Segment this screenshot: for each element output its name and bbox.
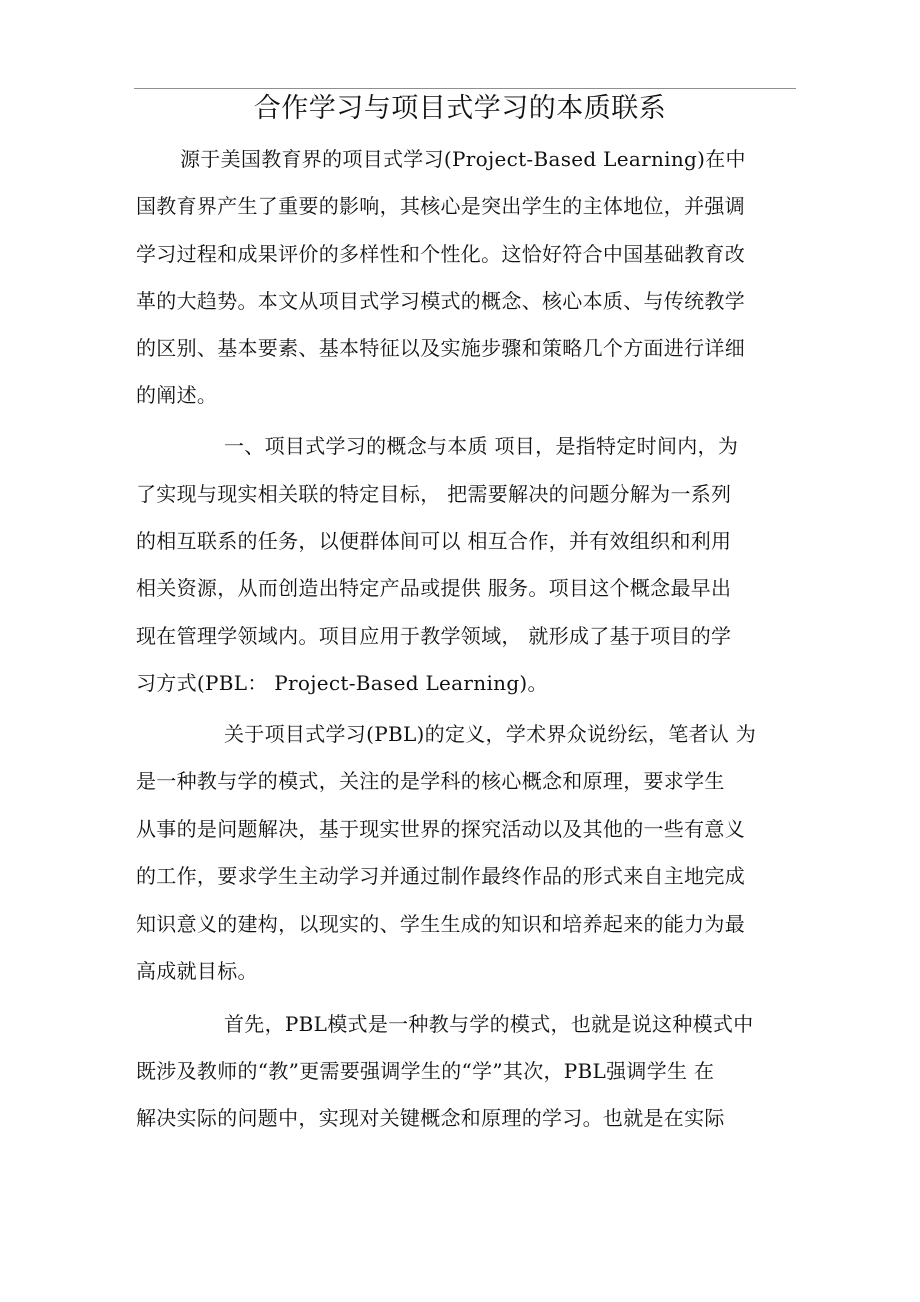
text-line: 革的大趋势。本文从项目式学习模式的概念、核心本质、与传统教学: [136, 289, 745, 313]
text-line: 是一种教与学的模式，关注的是学科的核心概念和原理，要求学生: [136, 769, 725, 793]
text-line: 高成就目标。: [136, 959, 258, 983]
text-line: 的阐述。: [136, 383, 218, 407]
text-line: 学习过程和成果评价的多样性和个性化。这恰好符合中国基础教育改: [136, 242, 745, 266]
text-line: 了实现与现实相关联的特定目标， 把需要解决的问题分解为一系列: [136, 482, 732, 506]
text-line: 一、项目式学习的概念与本质 项目，是指特定时间内，为: [224, 434, 739, 458]
text-line: 国教育界产生了重要的影响，其核心是突出学生的主体地位，并强调: [136, 194, 745, 218]
text-line: 知识意义的建构，以现实的、学生生成的知识和培养起来的能力为最: [136, 912, 745, 936]
text-line: 关于项目式学习(PBL)的定义，学术界众说纷纭，笔者认 为: [224, 722, 757, 746]
text-line: 现在管理学领域内。项目应用于教学领域， 就形成了基于项目的学: [136, 624, 732, 648]
text-line: 习方式(PBL： Project-Based Learning)。: [136, 671, 548, 695]
text-line: 相关资源，从而创造出特定产品或提供 服务。项目这个概念最早出: [136, 576, 732, 600]
text-line: 解决实际的问题中，实现对关键概念和原理的学习。也就是在实际: [136, 1106, 725, 1130]
header-rule: [134, 88, 796, 89]
text-line: 从事的是问题解决，基于现实世界的探究活动以及其他的一些有意义: [136, 817, 745, 841]
text-line: 首先，PBL模式是一种教与学的模式，也就是说这种模式中: [224, 1012, 754, 1036]
text-line: 源于美国教育界的项目式学习(Project-Based Learning)在中: [180, 147, 746, 171]
text-line: 既涉及教师的“教”更需要强调学生的“学”其次，PBL强调学生 在: [136, 1059, 715, 1083]
text-line: 的相互联系的任务，以便群体间可以 相互合作，并有效组织和利用: [136, 529, 732, 553]
page-title: 合作学习与项目式学习的本质联系: [253, 93, 667, 124]
text-line: 的区别、基本要素、基本特征以及实施步骤和策略几个方面进行详细: [136, 336, 745, 360]
text-line: 的工作，要求学生主动学习并通过制作最终作品的形式来自主地完成: [136, 864, 745, 888]
